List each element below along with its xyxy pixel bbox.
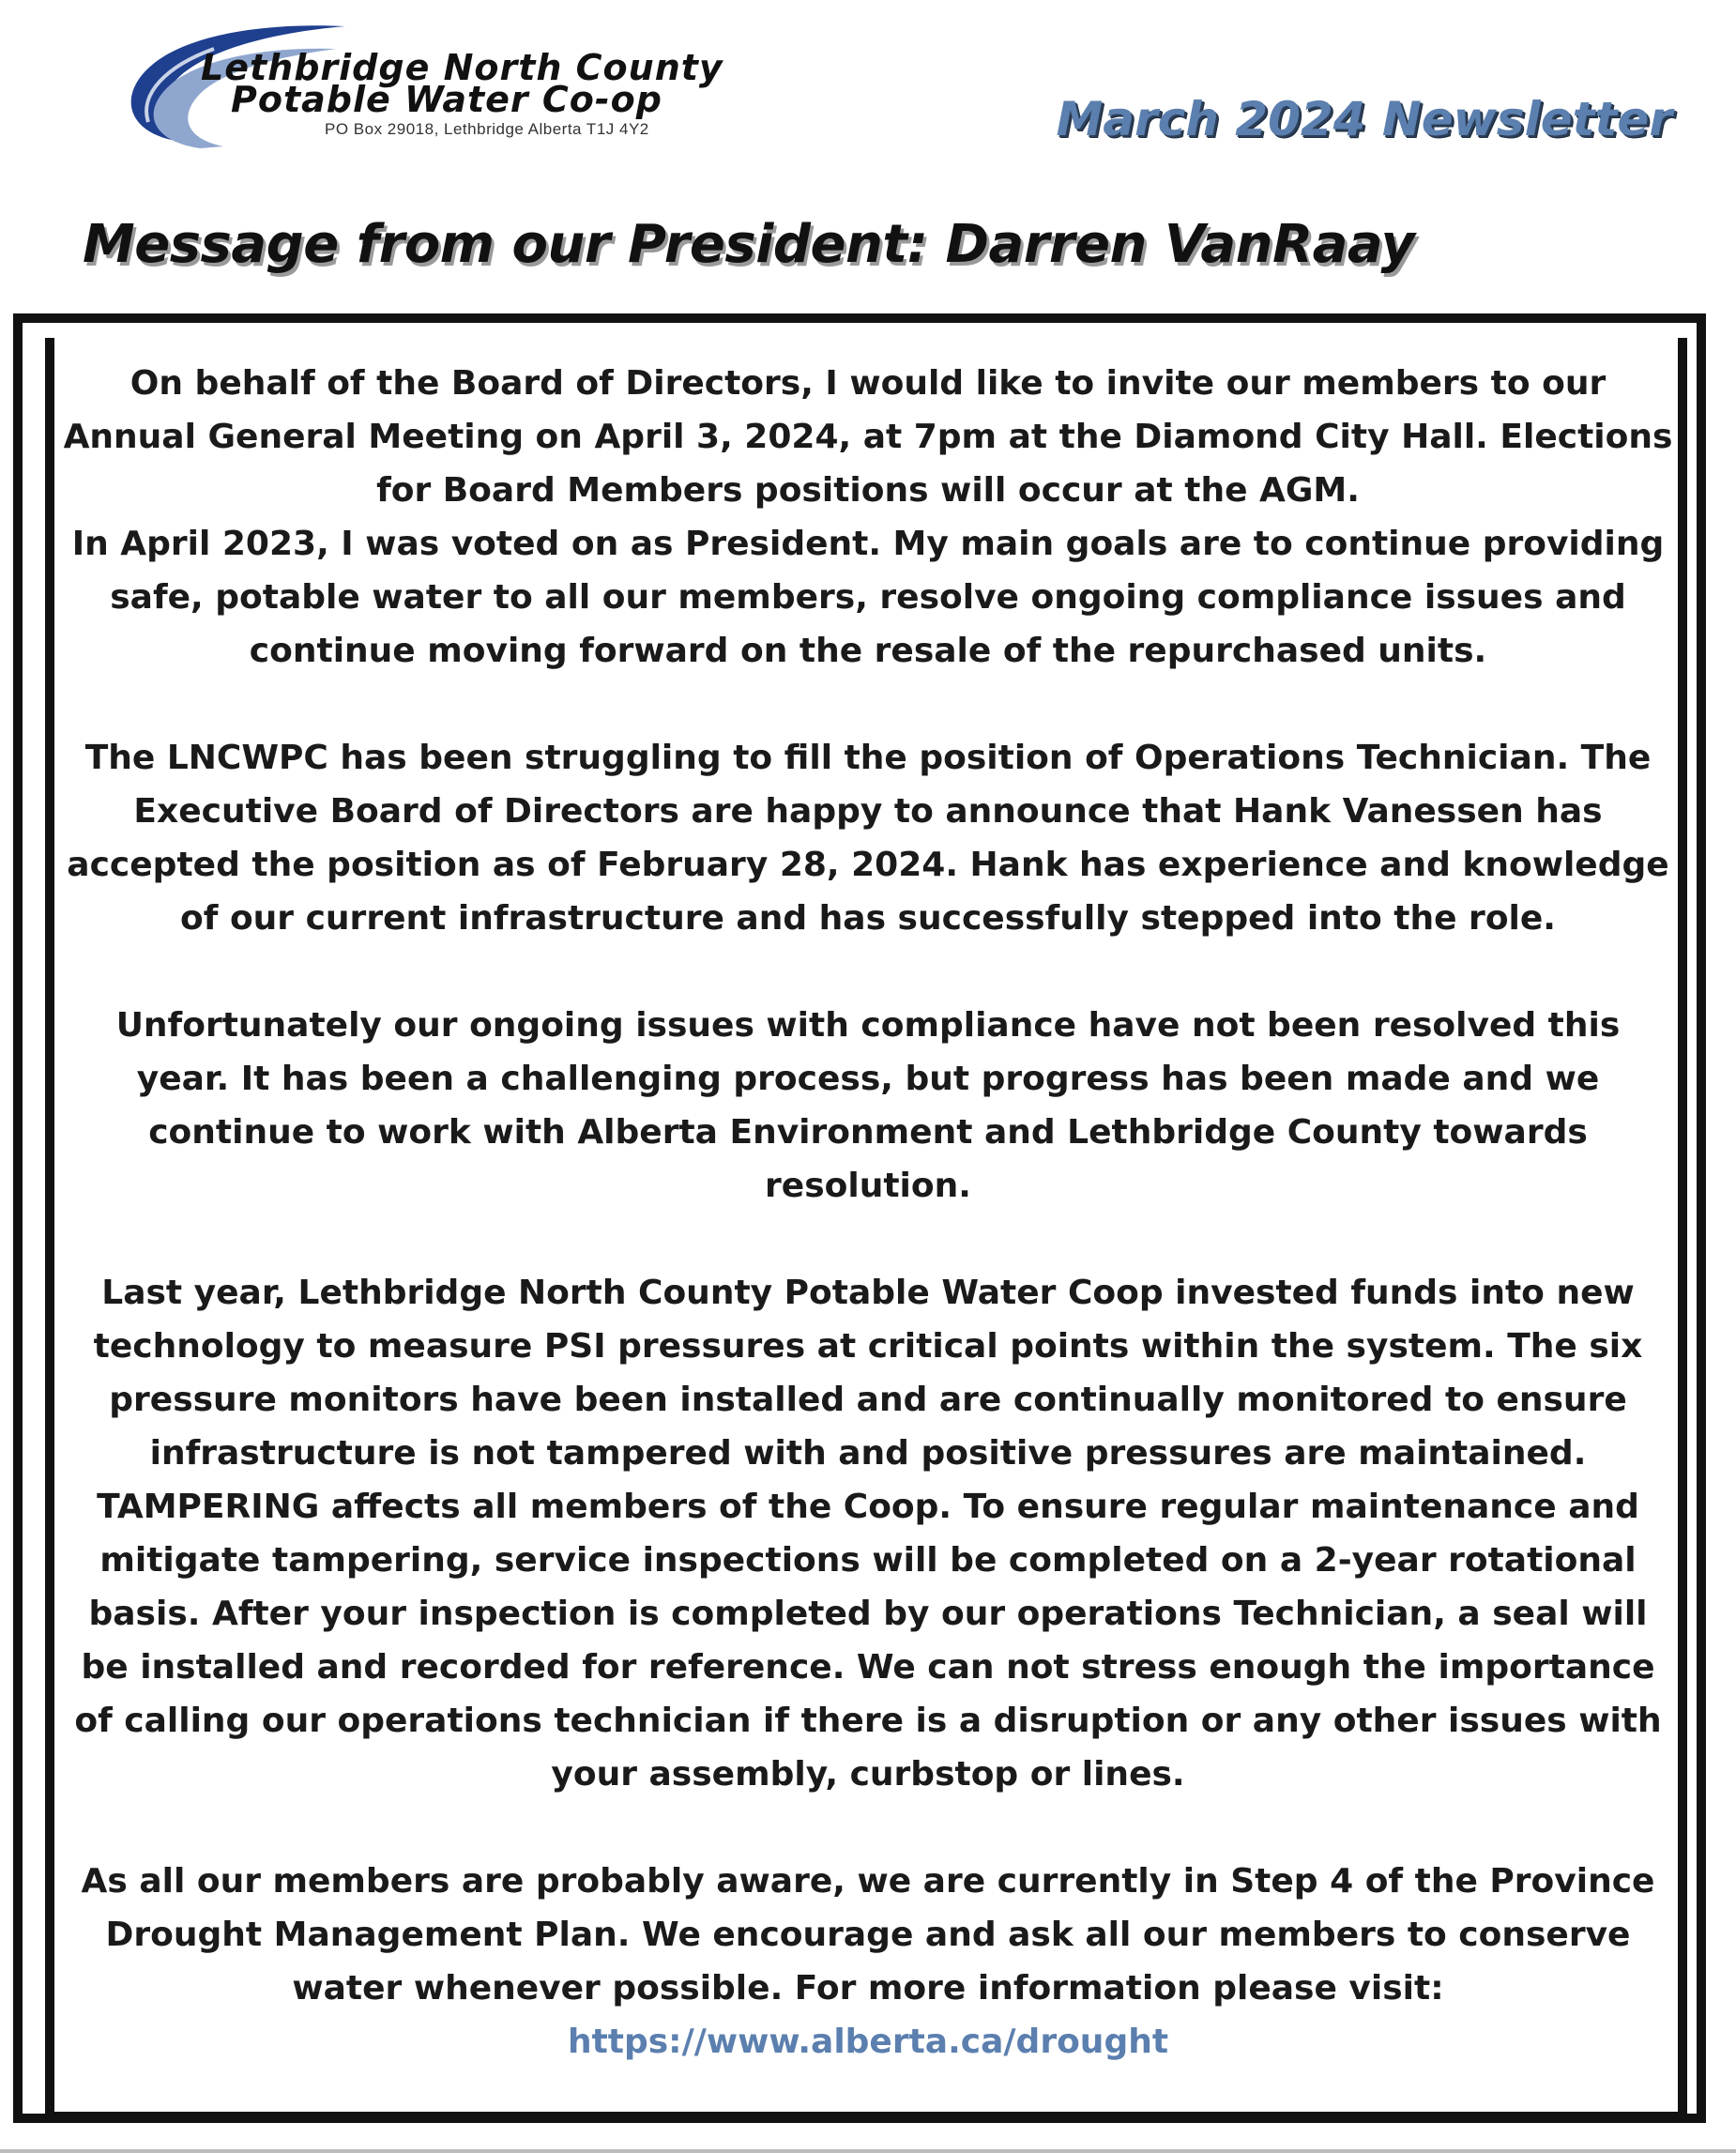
message-line: mitigate tampering, service inspections will be completed on a 2-year rotational xyxy=(99,1541,1637,1580)
message-line: year. It has been a challenging process, but progress has been made and we xyxy=(136,1060,1600,1098)
message-line: continue moving forward on the resale of the repurchased units. xyxy=(249,632,1487,670)
coop-logo xyxy=(111,19,824,160)
message-line: accepted the position as of February 28, 2024. Hank has experience and knowledge xyxy=(67,846,1669,884)
paragraph-gap xyxy=(56,678,1680,731)
message-line: infrastructure is not tampered with and positive pressures are maintained. xyxy=(149,1434,1587,1473)
message-line: be installed and recorded for reference. We can not stress enough the importance xyxy=(81,1648,1655,1687)
paragraph-gap xyxy=(56,1213,1680,1266)
message-line: Unfortunately our ongoing issues with compliance have not been resolved this xyxy=(115,1006,1621,1045)
section-title: Message from our President: Darren VanRaay xyxy=(83,214,1415,275)
paragraph-gap xyxy=(56,945,1680,999)
message-line: resolution. xyxy=(765,1167,971,1205)
message-line: of calling our operations technician if there is a disruption or any other issues with xyxy=(74,1702,1662,1740)
paragraph-gap xyxy=(56,1801,1680,1855)
newsletter-title: March 2024 Newsletter xyxy=(1056,92,1672,146)
message-line: continue to work with Alberta Environment and Lethbridge County towards xyxy=(148,1113,1588,1152)
drought-info-link[interactable]: https://www.alberta.ca/drought xyxy=(567,2023,1169,2061)
message-line: TAMPERING affects all members of the Coop. To ensure regular maintenance and xyxy=(97,1488,1639,1526)
message-line: safe, potable water to all our members, resolve ongoing compliance issues and xyxy=(110,578,1626,617)
logo-name-line1: Lethbridge North County xyxy=(201,47,723,88)
message-line: The LNCWPC has been struggling to fill the position of Operations Technician. The xyxy=(84,739,1652,777)
message-line: As all our members are probably aware, we are currently in Step 4 of the Province xyxy=(81,1862,1655,1901)
message-line: pressure monitors have been installed and are continually monitored to ensure xyxy=(109,1381,1627,1419)
message-line: of our current infrastructure and has successfully stepped into the role. xyxy=(180,899,1556,938)
message-line: basis. After your inspection is completed by our operations Technician, a seal will xyxy=(88,1595,1648,1633)
message-line: water whenever possible. For more information please visit: xyxy=(292,1969,1444,2008)
message-line: Last year, Lethbridge North County Potable Water Coop invested funds into new xyxy=(101,1274,1635,1312)
message-line: Executive Board of Directors are happy to announce that Hank Vanessen has xyxy=(133,792,1603,831)
message-line: your assembly, curbstop or lines. xyxy=(551,1755,1185,1794)
message-line: for Board Members positions will occur at the AGM. xyxy=(376,471,1360,510)
message-line: On behalf of the Board of Directors, I would like to invite our members to our xyxy=(129,364,1607,403)
message-body xyxy=(56,357,1680,2069)
message-line: technology to measure PSI pressures at critical points within the system. The six xyxy=(93,1327,1643,1366)
message-line: Annual General Meeting on April 3, 2024, at 7pm at the Diamond City Hall. Elections xyxy=(63,418,1673,456)
logo-name-line2: Potable Water Co-op xyxy=(231,79,662,120)
message-line: In April 2023, I was voted on as President. My main goals are to continue providing xyxy=(71,525,1665,563)
message-line: Drought Management Plan. We encourage and ask all our members to conserve xyxy=(105,1916,1631,1954)
logo-address: PO Box 29018, Lethbridge Alberta T1J 4Y2 xyxy=(325,120,649,138)
